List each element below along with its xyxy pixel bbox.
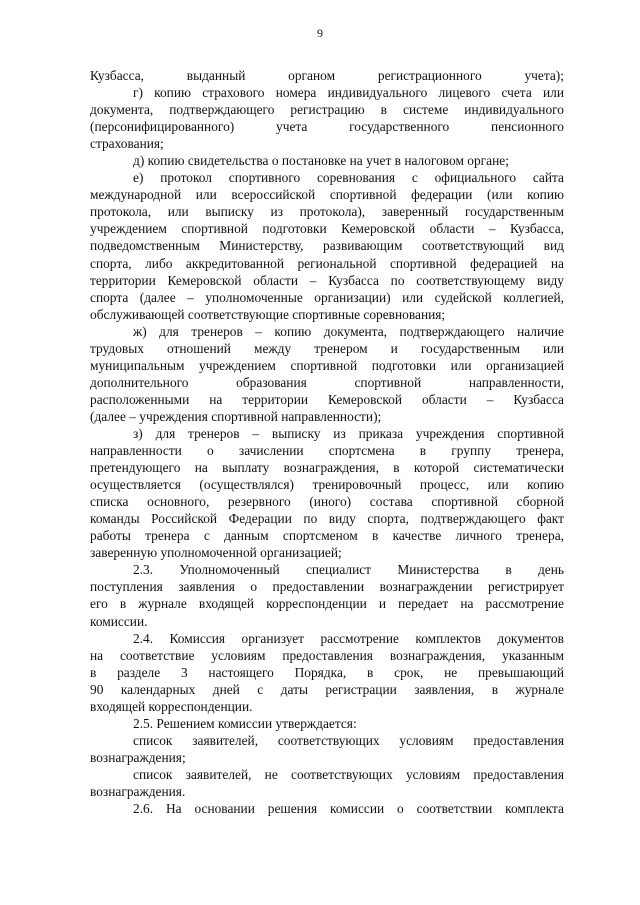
text-line: 90 календарных дней с даты регистрации заявления, в журнале <box>90 681 564 697</box>
text-line: на соответствие условиям предоставления вознаграждения, указанным <box>90 647 564 663</box>
text-line: претендующего на выплату вознаграждения, в которой систематически <box>90 460 564 476</box>
text-line: д) копию свидетельства о постановке на учет в налоговом органе; <box>133 153 509 169</box>
text-line: обслуживающей соответствующие спортивные соревнования; <box>90 306 446 322</box>
text-line: территории Кемеровской области – Кузбасса по соответствующему виду <box>90 272 564 288</box>
text-line: подведомственным Министерству, развивающим соответствующий вид <box>90 238 564 254</box>
text-line: дополнительного образования спортивной направленности, <box>90 374 564 390</box>
page-number: 9 <box>317 26 323 40</box>
text-line: работы тренера с данным спортсменом в качестве личного тренера, <box>90 528 564 544</box>
text-line: трудовых отношений между тренером и государственным или <box>90 340 564 356</box>
text-line: документа, подтверждающего регистрацию в системе индивидуального <box>90 102 564 118</box>
text-line: команды Российской Федерации по виду спорта, подтверждающего факт <box>90 511 564 527</box>
text-line: вознаграждения; <box>90 749 186 765</box>
text-line: е) протокол спортивного соревнования с официального сайта <box>133 170 564 186</box>
text-line: (далее – учреждения спортивной направленности); <box>90 408 382 424</box>
text-line: Кузбасса, выданный органом регистрационного учета); <box>90 68 564 83</box>
text-line: осуществляется (осуществлялся) тренировочный процесс, или копию <box>90 477 564 493</box>
text-line: список заявителей, соответствующих условиям предоставления <box>133 732 564 748</box>
document-body <box>90 67 564 817</box>
text-line: 2.6. На основании решения комиссии о соответствии комплекта <box>133 801 564 817</box>
text-line: входящей корреспонденции. <box>90 698 253 714</box>
text-line: списка основного, резервного (иного) состава спортивной сборной <box>90 494 564 510</box>
text-line: 2.3. Уполномоченный специалист Министерства в день <box>133 562 564 578</box>
text-line: направленности о зачислении спортсмена в группу тренера, <box>90 443 564 459</box>
text-line: спорта, либо аккредитованной региональной спортивной федерацией на <box>90 255 564 271</box>
text-line: список заявителей, не соответствующих условиям предоставления <box>133 766 564 782</box>
text-line: вознаграждения. <box>90 783 186 799</box>
text-line: г) копию страхового номера индивидуального лицевого счета или <box>133 85 564 101</box>
text-line: комиссии. <box>90 613 148 629</box>
text-line: спорта (далее – уполномоченные организации) или судейской коллегией, <box>90 289 564 305</box>
text-line: ж) для тренеров – копию документа, подтверждающего наличие <box>133 323 564 339</box>
text-line: международной или всероссийской спортивной федерации (или копию <box>90 187 564 203</box>
text-line: (персонифицированного) учета государственного пенсионного <box>90 119 564 135</box>
text-line: муниципальным учреждением спортивной подготовки или организацией <box>90 357 564 373</box>
text-line: в разделе 3 настоящего Порядка, в срок, не превышающий <box>90 664 564 680</box>
text-line: учреждением спортивной подготовки Кемеровской области – Кузбасса, <box>90 221 564 237</box>
text-line: страхования; <box>90 136 164 152</box>
text-line: 2.4. Комиссия организует рассмотрение комплектов документов <box>133 630 564 646</box>
text-line: его в журнале входящей корреспонденции и передает на рассмотрение <box>90 596 564 612</box>
text-line: з) для тренеров – выписку из приказа учреждения спортивной <box>133 425 564 441</box>
text-line: поступления заявления о предоставлении вознаграждении регистрирует <box>90 579 564 595</box>
text-line: расположенными на территории Кемеровской области – Кузбасса <box>90 391 564 407</box>
text-line: заверенную уполномоченной организацией; <box>90 545 342 561</box>
text-line: протокола, или выписку из протокола), заверенный государственным <box>90 204 564 220</box>
text-line: 2.5. Решением комиссии утверждается: <box>133 715 357 731</box>
